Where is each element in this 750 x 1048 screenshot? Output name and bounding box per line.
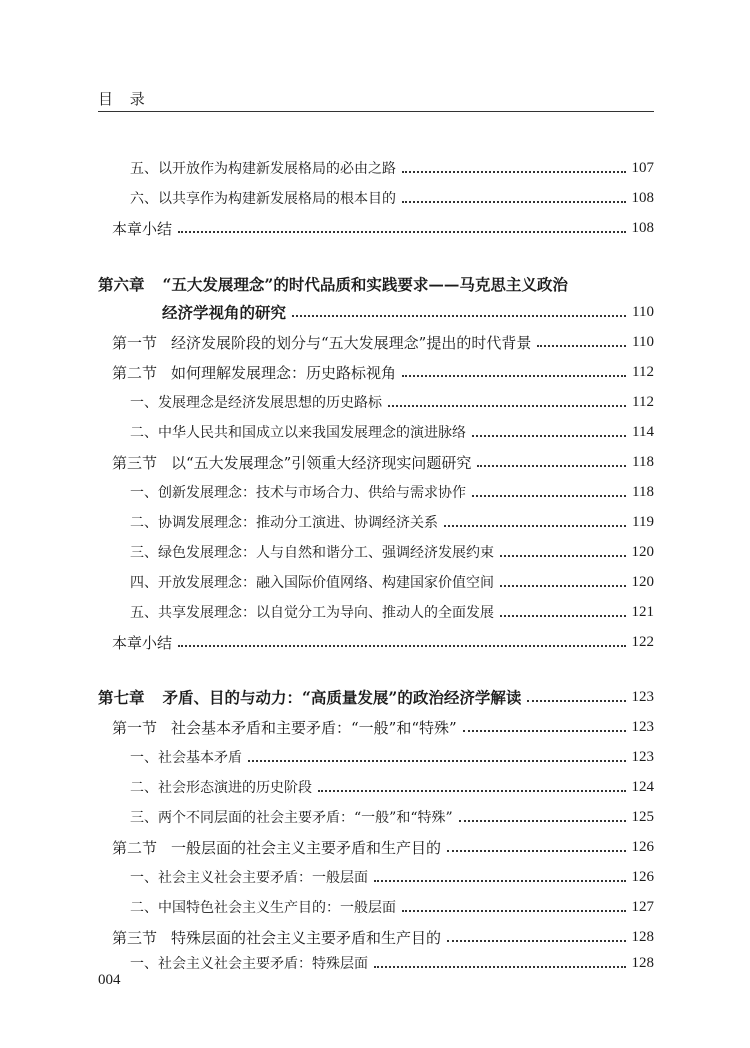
toc-entry[interactable] (130, 804, 654, 830)
dot-leader (500, 585, 626, 587)
toc-section[interactable] (112, 359, 654, 385)
dot-leader (402, 910, 626, 912)
toc-entry-summary[interactable] (112, 629, 654, 655)
dot-leader (447, 940, 625, 942)
toc-entry-label: 一、社会基本矛盾 (130, 750, 242, 766)
toc-entry[interactable] (130, 950, 654, 976)
toc-page-number: 122 (631, 633, 654, 650)
chapter-title: “五大发展理念”的时代品质和实践要求——马克思主义政治 (162, 275, 568, 294)
toc-entry-label: 二、社会形态演进的历史阶段 (130, 780, 312, 796)
section-title: 一般层面的社会主义主要矛盾和生产目的 (171, 838, 442, 857)
dot-leader (459, 820, 626, 822)
toc-entry[interactable] (130, 744, 654, 770)
toc-page-number: 127 (631, 898, 654, 915)
toc-page-number: 110 (632, 303, 654, 320)
toc-entry-summary[interactable] (112, 215, 654, 241)
toc-entry-label: 二、中国特色社会主义生产目的：一般层面 (130, 900, 396, 916)
dot-leader (402, 375, 626, 377)
toc-section[interactable] (112, 924, 654, 950)
folio-page-number: 004 (98, 972, 121, 988)
toc-page-number: 123 (631, 688, 654, 705)
toc-entry-label: 一、社会主义社会主要矛盾：特殊层面 (130, 956, 368, 972)
toc-page-number: 123 (631, 748, 654, 765)
toc-entry-label: 五、共享发展理念：以自觉分工为导向、推动人的全面发展 (130, 605, 494, 621)
toc-section[interactable] (112, 834, 654, 860)
dot-leader (477, 465, 626, 467)
toc-page-number: 118 (632, 453, 654, 470)
dot-leader (447, 850, 625, 852)
section-number: 第三节 (112, 928, 158, 947)
toc-section[interactable] (112, 329, 654, 355)
section-title: 经济发展阶段的划分与“五大发展理念”提出的时代背景 (171, 333, 532, 352)
toc-entry[interactable] (130, 509, 654, 535)
section-title: 以“五大发展理念”引领重大经济现实问题研究 (171, 453, 472, 472)
toc-entry[interactable] (130, 479, 654, 505)
section-number: 第一节 (112, 718, 158, 737)
toc-page-number: 114 (632, 423, 654, 440)
dot-leader (472, 495, 626, 497)
toc-entry[interactable] (130, 155, 654, 181)
running-header-title: 目 录 (98, 90, 151, 108)
toc-entry-label: 本章小结 (112, 219, 173, 238)
toc-page-number: 120 (631, 573, 654, 590)
toc-entry[interactable] (130, 569, 654, 595)
toc-entry[interactable] (130, 185, 654, 211)
toc-entry[interactable] (130, 774, 654, 800)
toc-entry-label: 二、协调发展理念：推动分工演进、协调经济关系 (130, 515, 438, 531)
toc-entry[interactable] (130, 894, 654, 920)
toc-page-number: 124 (631, 778, 654, 795)
toc-entry-label: 本章小结 (112, 633, 173, 652)
toc-entry-label: 五、以开放作为构建新发展格局的必由之路 (130, 161, 396, 177)
toc-entry[interactable] (130, 599, 654, 625)
toc-chapter-7[interactable] (98, 684, 654, 710)
toc-page-number: 126 (631, 838, 654, 855)
section-number: 第二节 (112, 363, 158, 382)
dot-leader (388, 405, 626, 407)
toc-page-number: 118 (632, 483, 654, 500)
toc-entry[interactable] (130, 389, 654, 415)
toc-page-number: 108 (631, 189, 654, 206)
toc-entry-label: 二、中华人民共和国成立以来我国发展理念的演进脉络 (130, 425, 466, 441)
toc-page-number: 120 (631, 543, 654, 560)
dot-leader (500, 615, 626, 617)
dot-leader (318, 790, 626, 792)
dot-leader (537, 345, 626, 347)
dot-leader (374, 966, 626, 968)
dot-leader (402, 171, 626, 173)
dot-leader (178, 645, 625, 647)
dot-leader (248, 760, 626, 762)
toc-entry[interactable] (130, 864, 654, 890)
header-divider (98, 111, 654, 112)
toc-page-number: 110 (632, 333, 654, 350)
toc-section[interactable] (112, 714, 654, 740)
chapter-number: 第六章 (98, 275, 145, 294)
chapter-6-title-line1[interactable] (98, 273, 568, 295)
toc-page-number: 123 (631, 718, 654, 735)
toc-entry-label: 四、开放发展理念：融入国际价值网络、构建国家价值空间 (130, 575, 494, 591)
dot-leader (402, 201, 626, 203)
section-number: 第三节 (112, 453, 158, 472)
toc-page-number: 112 (632, 363, 654, 380)
toc-page-number: 107 (631, 159, 654, 176)
section-title: 特殊层面的社会主义主要矛盾和生产目的 (171, 928, 442, 947)
toc-page-number: 126 (631, 868, 654, 885)
toc-entry-label: 一、创新发展理念：技术与市场合力、供给与需求协作 (130, 485, 466, 501)
dot-leader (444, 525, 626, 527)
toc-page-number: 128 (631, 954, 654, 971)
toc-entry-label: 一、社会主义社会主要矛盾：一般层面 (130, 870, 368, 886)
section-number: 第二节 (112, 838, 158, 857)
toc-entry[interactable] (130, 539, 654, 565)
dot-leader (178, 231, 625, 233)
dot-leader (472, 435, 626, 437)
section-number: 第一节 (112, 333, 158, 352)
toc-page-number: 119 (632, 513, 654, 530)
dot-leader (463, 730, 626, 732)
chapter-title-continued: 经济学视角的研究 (162, 303, 287, 322)
toc-entry-label: 一、发展理念是经济发展思想的历史路标 (130, 395, 382, 411)
toc-entry-label: 三、绿色发展理念：人与自然和谐分工、强调经济发展约束 (130, 545, 494, 561)
toc-entry[interactable] (130, 419, 654, 445)
chapter-number: 第七章 (98, 688, 145, 707)
toc-entry-label: 三、两个不同层面的社会主要矛盾：“一般”和“特殊” (130, 810, 453, 826)
dot-leader (500, 555, 626, 557)
chapter-6-title-line2[interactable] (162, 299, 654, 325)
toc-section[interactable] (112, 449, 654, 475)
dot-leader (292, 315, 626, 317)
toc-page-number: 128 (631, 928, 654, 945)
toc-page-number: 108 (631, 219, 654, 236)
section-title: 社会基本矛盾和主要矛盾：“一般”和“特殊” (171, 718, 457, 737)
chapter-title: 矛盾、目的与动力：“高质量发展”的政治经济学解读 (162, 688, 522, 707)
dot-leader (527, 700, 625, 702)
dot-leader (374, 880, 626, 882)
toc-entry-label: 六、以共享作为构建新发展格局的根本目的 (130, 191, 396, 207)
toc-page-number: 125 (631, 808, 654, 825)
toc-page-number: 112 (632, 393, 654, 410)
toc-page-number: 121 (631, 603, 654, 620)
section-title: 如何理解发展理念：历史路标视角 (171, 363, 397, 382)
